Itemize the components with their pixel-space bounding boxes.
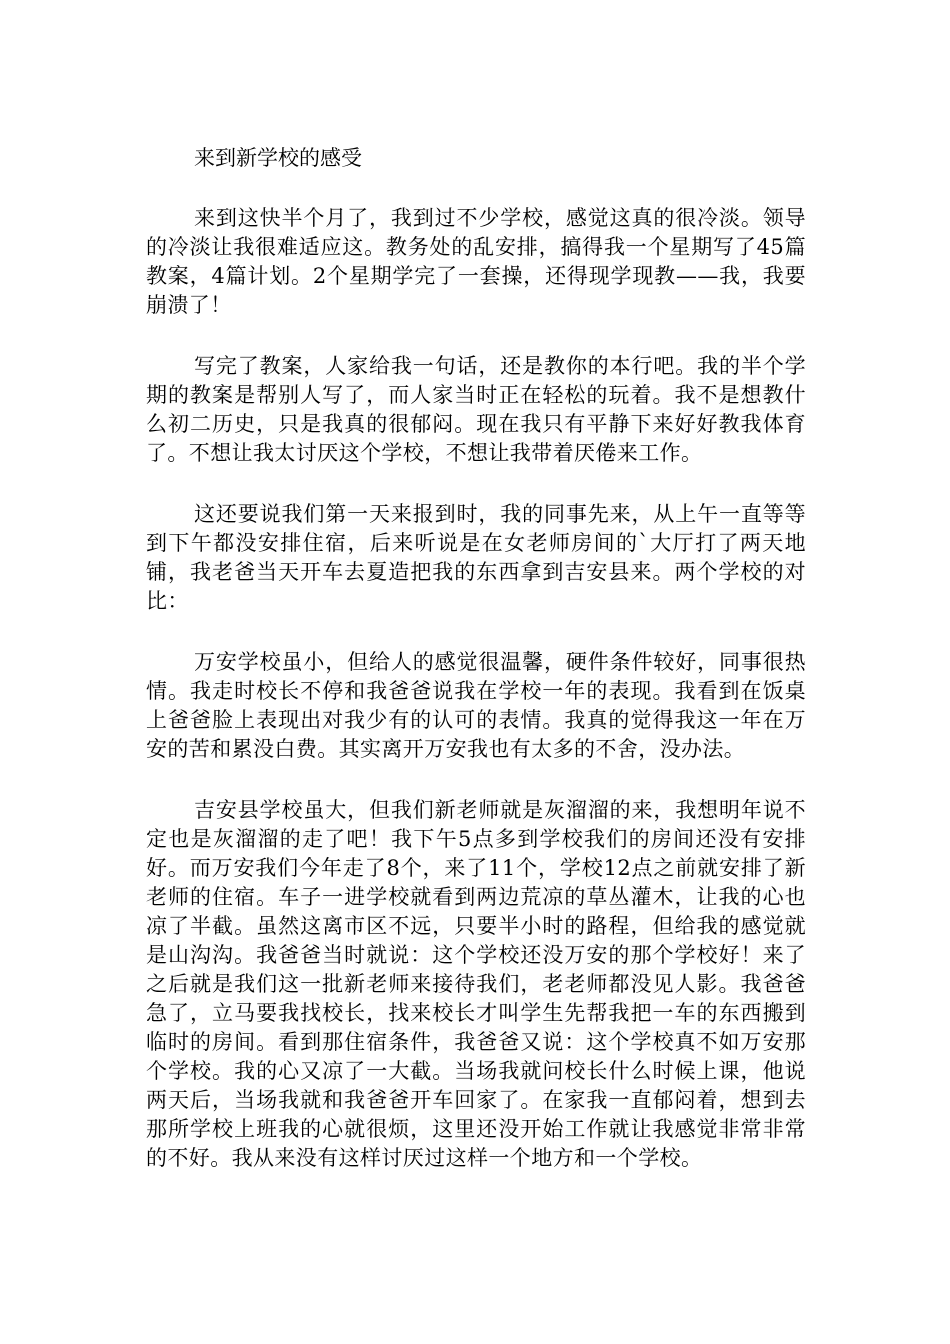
document-page	[146, 144, 806, 1205]
document-title: 来到新学校的感受	[194, 146, 362, 170]
paragraph-1: 来到这快半个月了，我到过不少学校，感觉这真的很冷淡。领导的冷淡让我很难适应这。教务处的乱安排，搞得我一个星期写了45篇教案，4篇计划。2个星期学完了一套操，还得现学现教——我，我要崩溃了！	[146, 206, 806, 317]
paragraph-5: 吉安县学校虽大，但我们新老师就是灰溜溜的来，我想明年说不定也是灰溜溜的走了吧！我下午5点多到学校我们的房间还没有安排好。而万安我们今年走了8个，来了11个，学校12点之前就安排了新老师的住宿。车子一进学校就看到两边荒凉的草丛灌木，让我的心也凉了半截。虽然这离市区不远，只要半小时的路程，但给我的感觉就是山沟沟。我爸爸当时就说：这个学校还没万安的那个学校好！来了之后就是我们这一批新老师来接待我们，老老师都没见人影。我爸爸急了，立马要我找校长，找来校长才叫学生先帮我把一车的东西搬到临时的房间。看到那住宿条件，我爸爸又说：这个学校真不如万安那个学校。我的心又凉了一大截。当场我就问校长什么时候上课，他说两天后，当场我就和我爸爸开车回家了。在家我一直郁闷着，想到去那所学校上班我的心就很烦，这里还没开始工作就让我感觉非常非常的不好。我从来没有这样讨厌过这样一个地方和一个学校。	[146, 798, 806, 1170]
paragraph-4: 万安学校虽小，但给人的感觉很温馨，硬件条件较好，同事很热情。我走时校长不停和我爸爸说我在学校一年的表现。我看到在饭桌上爸爸脸上表现出对我少有的认可的表情。我真的觉得我这一年在万安的苦和累没白费。其实离开万安我也有太多的不舍，没办法。	[146, 650, 806, 761]
paragraph-3: 这还要说我们第一天来报到时，我的同事先来，从上午一直等等到下午都没安排住宿，后来听说是在女老师房间的`大厅打了两天地铺，我老爸当天开车去夏造把我的东西拿到吉安县来。两个学校的对比：	[146, 502, 806, 613]
paragraph-2: 写完了教案，人家给我一句话，还是教你的本行吧。我的半个学期的教案是帮别人写了，而人家当时正在轻松的玩着。我不是想教什么初二历史，只是我真的很郁闷。现在我只有平静下来好好教我体育了。不想让我太讨厌这个学校，不想让我带着厌倦来工作。	[146, 354, 806, 465]
